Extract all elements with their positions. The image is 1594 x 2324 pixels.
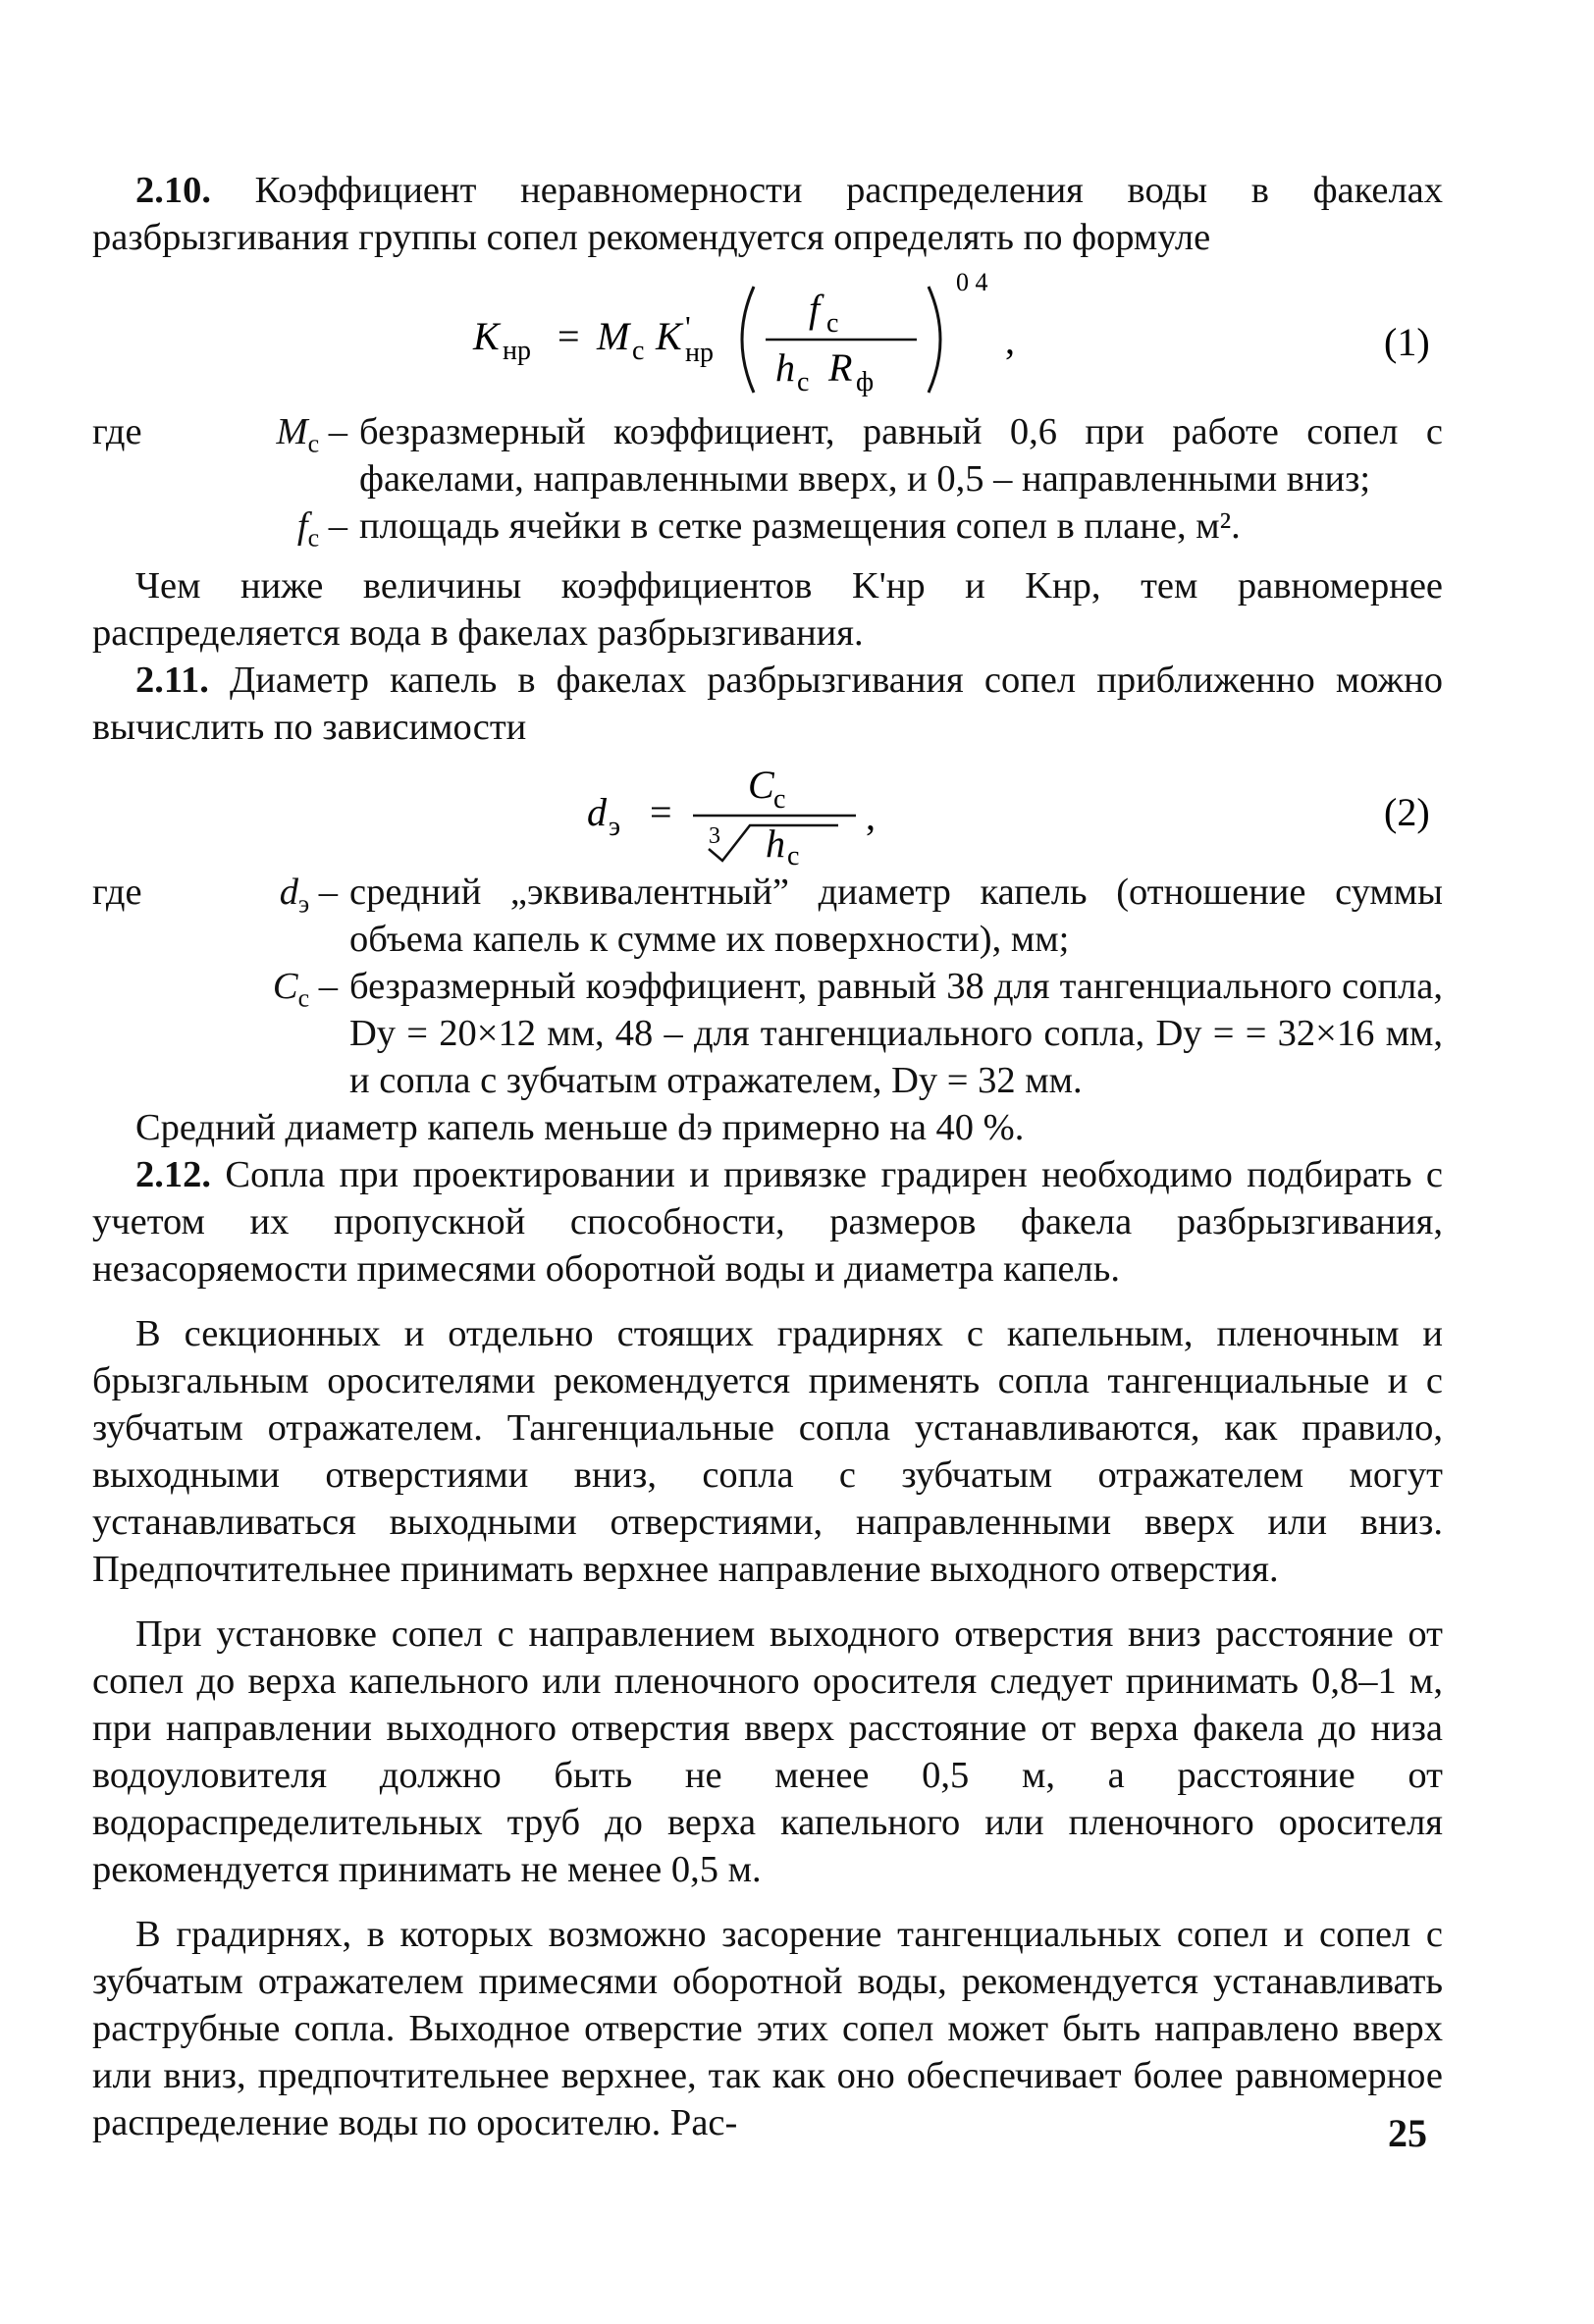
f1-lhs-sub: нр	[503, 336, 531, 366]
f1-den-r: R	[828, 345, 853, 390]
f1-den-h-sub: c	[797, 367, 810, 397]
document-page	[92, 167, 1443, 2146]
section-number: 2.11.	[135, 659, 209, 701]
f1-k-prime: '	[685, 309, 691, 344]
definition-symbol: $d_э$ –	[279, 871, 338, 919]
f2-den-sub: c	[787, 840, 800, 869]
f1-m-sub: c	[632, 336, 645, 366]
f1-right-paren	[929, 287, 940, 393]
definition-symbol: $M_c$ –	[276, 411, 347, 458]
page-number: 25	[1388, 2111, 1427, 2155]
f2-lhs: d	[587, 789, 607, 834]
f1-eq: =	[558, 314, 580, 358]
definition-lead: где	[92, 871, 142, 913]
f1-k: K	[656, 314, 682, 358]
formula-1-graphic	[92, 261, 1443, 408]
section-text: Сопла при проектировании и привязке градирен необходимо подбирать с учетом их пропускной способности, размеров факела разбрызгивания, незасоряемости примесями оборотной воды и диаметра капель.	[92, 1153, 1443, 1290]
definition-row	[92, 963, 1443, 1104]
f2-root-index: 3	[709, 822, 720, 849]
definition-symbol: $f_c$ –	[296, 505, 347, 553]
f1-num-sub: c	[826, 308, 839, 339]
definition-row	[92, 408, 1443, 502]
formula-1	[92, 261, 1443, 408]
paragraph: При установке сопел с направлением выходного отверстия вниз расстояние от сопел до верха капельного или пленочного оросителя следует принимать 0,8–1 м, при направлении выходного отверстия вверх расстояние от верха факела до низа водоуловителя должно быть не менее 0,5 м, а расстояние от водораспределительных труб до верха капельного или пленочного оросителя рекомендуется принимать не менее 0,5 м.	[92, 1612, 1443, 1890]
definition-row	[92, 502, 1443, 562]
f1-number: (1)	[1384, 320, 1430, 364]
paragraph: Средний диаметр капель меньше dэ примерно на 40 %.	[135, 1106, 1025, 1148]
paragraph: В градирнях, в которых возможно засорение тангенциальных сопел и сопел с зубчатым отражателем примесями оборотной воды, рекомендуется устанавливать раструбные сопла. Выходное отверстие этих сопел может быть направлено вверх или вниз, предпочтительнее верхнее, так как оно обеспечивает более равномерное распределение воды по оросителю. Рас-	[92, 1913, 1443, 2143]
definition-text: площадь ячейки в сетке размещения сопел в плане, м².	[359, 505, 1241, 547]
f2-comma: ,	[866, 793, 876, 838]
f2-num: C	[748, 762, 774, 807]
f1-exponent: 0 4	[956, 268, 988, 296]
definition-lead: где	[92, 411, 142, 452]
f2-eq: =	[650, 789, 672, 834]
f1-comma: ,	[1005, 318, 1015, 362]
f1-den-r-sub: ф	[856, 367, 875, 397]
definition-row	[92, 869, 1443, 963]
paragraph: В секционных и отдельно стоящих градирнях с капельным, пленочным и брызгальным оросителями рекомендуется применять сопла тангенциальные и с зубчатым отражателем. Тангенциальные сопла устанавливаются, как правило, выходными отверстиями вниз, сопла с зубчатым отражателем могут устанавливаться выходными отверстиями, направленными вверх или вниз. Предпочтительнее принимать верхнее направление выходного отверстия.	[92, 1312, 1443, 1590]
section-2-12	[92, 1151, 1443, 1293]
f2-num-sub: c	[773, 783, 786, 815]
f1-m: M	[597, 314, 630, 358]
f2-den: h	[766, 820, 785, 866]
section-text: Диаметр капель в факелах разбрызгивания сопел приближенно можно вычислить по зависимости	[92, 659, 1443, 748]
f2-number: (2)	[1384, 789, 1430, 834]
f2-lhs-sub: э	[609, 811, 621, 842]
section-2-11	[92, 657, 1443, 751]
section-text: Коэффициент неравномерности распределения воды в факелах разбрызгивания группы сопел рекомендуется определять по формуле	[92, 170, 1444, 258]
definition-symbol: $C_c$ –	[272, 965, 338, 1013]
f1-lhs: K	[473, 314, 500, 358]
paragraph: Чем ниже величины коэффициентов K'нр и Kнр, тем равномернее распределяется вода в факелах разбрызгивания.	[92, 564, 1443, 654]
definition-text: безразмерный коэффициент, равный 0,6 при работе сопел с факелами, направленными вверх, и 0,5 – направленными вниз;	[359, 411, 1443, 500]
f1-den-h: h	[775, 345, 795, 390]
f1-left-paren	[742, 287, 754, 393]
section-number: 2.10.	[135, 170, 211, 211]
definition-text: средний „эквивалентный” диаметр капель (отношение суммы объема капель к сумме их поверхности), мм;	[349, 871, 1443, 960]
section-number: 2.12.	[135, 1153, 211, 1195]
definition-text: безразмерный коэффициент, равный 38 для тангенциального сопла, Dу = 20×12 мм, 48 – для тангенциального сопла, Dу = = 32×16 мм, и сопла с зубчатым отражателем, Dу = 32 мм.	[349, 965, 1443, 1101]
formula-2	[92, 751, 1443, 869]
f1-num: f	[809, 287, 821, 331]
formula-2-graphic	[92, 751, 1443, 869]
section-2-10	[92, 167, 1443, 261]
f1-k-sub: нр	[685, 338, 714, 368]
